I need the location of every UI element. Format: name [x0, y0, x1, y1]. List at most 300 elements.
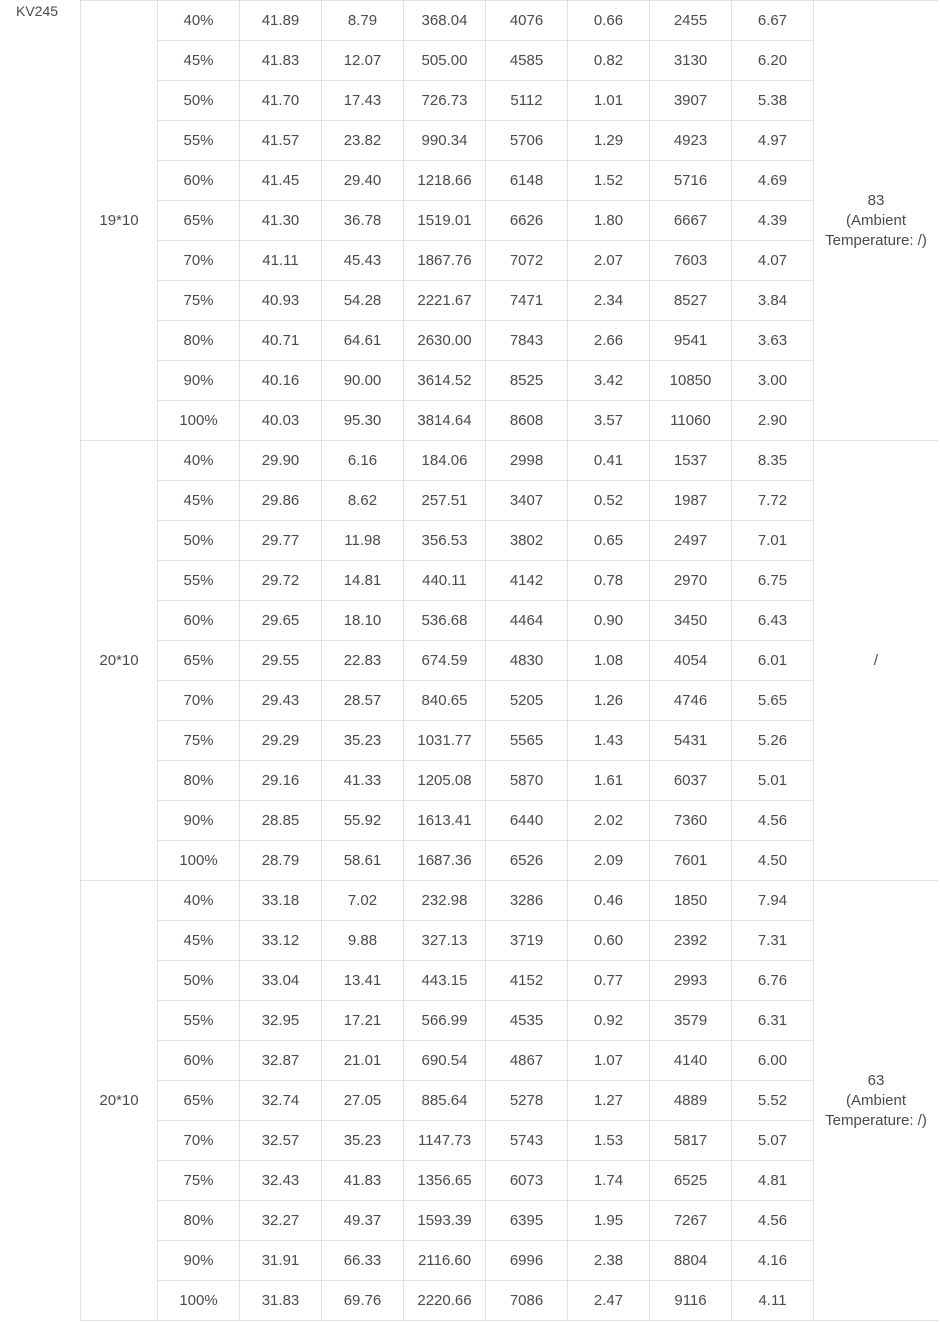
value-cell: 4.56	[732, 801, 814, 841]
value-cell: 33.12	[240, 921, 322, 961]
value-cell: 29.43	[240, 681, 322, 721]
table-row	[81, 881, 939, 921]
value-cell: 2.47	[568, 1281, 650, 1321]
value-cell: 10850	[650, 361, 732, 401]
throttle-cell: 75%	[158, 1161, 240, 1201]
value-cell: 18.10	[322, 601, 404, 641]
value-cell: 6525	[650, 1161, 732, 1201]
value-cell: 32.74	[240, 1081, 322, 1121]
throttle-cell: 65%	[158, 641, 240, 681]
value-cell: 1.74	[568, 1161, 650, 1201]
value-cell: 29.72	[240, 561, 322, 601]
value-cell: 7471	[486, 281, 568, 321]
value-cell: 2.07	[568, 241, 650, 281]
value-cell: 36.78	[322, 201, 404, 241]
table-row	[81, 761, 939, 801]
value-cell: 4.81	[732, 1161, 814, 1201]
value-cell: 7.02	[322, 881, 404, 921]
value-cell: 31.91	[240, 1241, 322, 1281]
value-cell: 990.34	[404, 121, 486, 161]
propeller-size-cell: 19*10	[81, 1, 158, 441]
value-cell: 2455	[650, 1, 732, 41]
value-cell: 41.89	[240, 1, 322, 41]
propeller-size-cell: 20*10	[81, 441, 158, 881]
table-row	[81, 41, 939, 81]
table-row	[81, 801, 939, 841]
value-cell: 40.93	[240, 281, 322, 321]
value-cell: 2.90	[732, 401, 814, 441]
table-row	[81, 1, 939, 41]
value-cell: 3130	[650, 41, 732, 81]
throttle-cell: 100%	[158, 1281, 240, 1321]
temperature-cell: /	[814, 441, 939, 881]
value-cell: 11060	[650, 401, 732, 441]
value-cell: 1.26	[568, 681, 650, 721]
table-row	[81, 441, 939, 481]
throttle-cell: 60%	[158, 1041, 240, 1081]
throttle-cell: 75%	[158, 281, 240, 321]
value-cell: 40.03	[240, 401, 322, 441]
value-cell: 14.81	[322, 561, 404, 601]
value-cell: 33.04	[240, 961, 322, 1001]
value-cell: 1.29	[568, 121, 650, 161]
value-cell: 7267	[650, 1201, 732, 1241]
throttle-cell: 80%	[158, 761, 240, 801]
value-cell: 4464	[486, 601, 568, 641]
value-cell: 566.99	[404, 1001, 486, 1041]
value-cell: 2.02	[568, 801, 650, 841]
value-cell: 8608	[486, 401, 568, 441]
value-cell: 885.64	[404, 1081, 486, 1121]
value-cell: 2970	[650, 561, 732, 601]
value-cell: 1687.36	[404, 841, 486, 881]
value-cell: 32.43	[240, 1161, 322, 1201]
value-cell: 6.00	[732, 1041, 814, 1081]
value-cell: 7.01	[732, 521, 814, 561]
throttle-cell: 55%	[158, 1001, 240, 1041]
table-row	[81, 561, 939, 601]
value-cell: 0.65	[568, 521, 650, 561]
table-row	[81, 81, 939, 121]
value-cell: 5.52	[732, 1081, 814, 1121]
table-row	[81, 721, 939, 761]
value-cell: 41.83	[240, 41, 322, 81]
table-row	[81, 201, 939, 241]
value-cell: 257.51	[404, 481, 486, 521]
value-cell: 1.08	[568, 641, 650, 681]
value-cell: 6440	[486, 801, 568, 841]
table-row	[81, 321, 939, 361]
value-cell: 29.77	[240, 521, 322, 561]
value-cell: 27.05	[322, 1081, 404, 1121]
value-cell: 2.09	[568, 841, 650, 881]
table-row	[81, 1281, 939, 1321]
value-cell: 5.07	[732, 1121, 814, 1161]
value-cell: 4.69	[732, 161, 814, 201]
value-cell: 23.82	[322, 121, 404, 161]
value-cell: 49.37	[322, 1201, 404, 1241]
value-cell: 41.83	[322, 1161, 404, 1201]
value-cell: 8.35	[732, 441, 814, 481]
value-cell: 6037	[650, 761, 732, 801]
value-cell: 90.00	[322, 361, 404, 401]
value-cell: 4867	[486, 1041, 568, 1081]
value-cell: 1.01	[568, 81, 650, 121]
value-cell: 4535	[486, 1001, 568, 1041]
value-cell: 7843	[486, 321, 568, 361]
value-cell: 2497	[650, 521, 732, 561]
value-cell: 2220.66	[404, 1281, 486, 1321]
value-cell: 32.95	[240, 1001, 322, 1041]
value-cell: 6073	[486, 1161, 568, 1201]
value-cell: 1356.65	[404, 1161, 486, 1201]
table-row	[81, 1201, 939, 1241]
value-cell: 536.68	[404, 601, 486, 641]
table-row	[81, 161, 939, 201]
throttle-cell: 75%	[158, 721, 240, 761]
value-cell: 6.20	[732, 41, 814, 81]
value-cell: 41.57	[240, 121, 322, 161]
throttle-cell: 55%	[158, 121, 240, 161]
value-cell: 4152	[486, 961, 568, 1001]
value-cell: 4.50	[732, 841, 814, 881]
value-cell: 1.27	[568, 1081, 650, 1121]
table-row	[81, 961, 939, 1001]
throttle-cell: 40%	[158, 881, 240, 921]
value-cell: 9116	[650, 1281, 732, 1321]
throttle-cell: 55%	[158, 561, 240, 601]
value-cell: 22.83	[322, 641, 404, 681]
value-cell: 29.90	[240, 441, 322, 481]
value-cell: 35.23	[322, 721, 404, 761]
value-cell: 1867.76	[404, 241, 486, 281]
value-cell: 6667	[650, 201, 732, 241]
table-row	[81, 521, 939, 561]
value-cell: 6626	[486, 201, 568, 241]
value-cell: 1147.73	[404, 1121, 486, 1161]
value-cell: 4.16	[732, 1241, 814, 1281]
value-cell: 4585	[486, 41, 568, 81]
value-cell: 8.62	[322, 481, 404, 521]
value-cell: 5817	[650, 1121, 732, 1161]
table-row	[81, 641, 939, 681]
value-cell: 29.86	[240, 481, 322, 521]
value-cell: 41.11	[240, 241, 322, 281]
value-cell: 29.40	[322, 161, 404, 201]
value-cell: 4140	[650, 1041, 732, 1081]
value-cell: 17.21	[322, 1001, 404, 1041]
value-cell: 41.30	[240, 201, 322, 241]
value-cell: 5278	[486, 1081, 568, 1121]
table-row	[81, 1001, 939, 1041]
value-cell: 5870	[486, 761, 568, 801]
value-cell: 3.42	[568, 361, 650, 401]
table-row	[81, 241, 939, 281]
table-row	[81, 1241, 939, 1281]
value-cell: 6.76	[732, 961, 814, 1001]
value-cell: 4.11	[732, 1281, 814, 1321]
value-cell: 1850	[650, 881, 732, 921]
value-cell: 5.01	[732, 761, 814, 801]
value-cell: 1.95	[568, 1201, 650, 1241]
value-cell: 232.98	[404, 881, 486, 921]
value-cell: 4830	[486, 641, 568, 681]
value-cell: 12.07	[322, 41, 404, 81]
throttle-cell: 100%	[158, 841, 240, 881]
value-cell: 368.04	[404, 1, 486, 41]
test-data-table	[80, 0, 938, 1321]
table-row	[81, 921, 939, 961]
value-cell: 40.71	[240, 321, 322, 361]
table-row	[81, 401, 939, 441]
throttle-cell: 40%	[158, 441, 240, 481]
value-cell: 21.01	[322, 1041, 404, 1081]
value-cell: 8.79	[322, 1, 404, 41]
value-cell: 443.15	[404, 961, 486, 1001]
value-cell: 28.79	[240, 841, 322, 881]
throttle-cell: 45%	[158, 41, 240, 81]
value-cell: 2.66	[568, 321, 650, 361]
value-cell: 0.92	[568, 1001, 650, 1041]
value-cell: 4.39	[732, 201, 814, 241]
throttle-cell: 90%	[158, 1241, 240, 1281]
value-cell: 29.29	[240, 721, 322, 761]
value-cell: 327.13	[404, 921, 486, 961]
value-cell: 7360	[650, 801, 732, 841]
value-cell: 7.72	[732, 481, 814, 521]
throttle-cell: 45%	[158, 921, 240, 961]
value-cell: 5716	[650, 161, 732, 201]
value-cell: 3907	[650, 81, 732, 121]
table-row	[81, 361, 939, 401]
value-cell: 3719	[486, 921, 568, 961]
value-cell: 674.59	[404, 641, 486, 681]
value-cell: 0.46	[568, 881, 650, 921]
value-cell: 29.65	[240, 601, 322, 641]
value-cell: 4.97	[732, 121, 814, 161]
value-cell: 1613.41	[404, 801, 486, 841]
value-cell: 505.00	[404, 41, 486, 81]
value-cell: 8527	[650, 281, 732, 321]
value-cell: 7.94	[732, 881, 814, 921]
value-cell: 5565	[486, 721, 568, 761]
throttle-cell: 70%	[158, 681, 240, 721]
value-cell: 45.43	[322, 241, 404, 281]
value-cell: 5431	[650, 721, 732, 761]
value-cell: 1593.39	[404, 1201, 486, 1241]
value-cell: 7.31	[732, 921, 814, 961]
value-cell: 2.34	[568, 281, 650, 321]
value-cell: 1537	[650, 441, 732, 481]
value-cell: 2.38	[568, 1241, 650, 1281]
throttle-cell: 90%	[158, 801, 240, 841]
value-cell: 35.23	[322, 1121, 404, 1161]
throttle-cell: 50%	[158, 961, 240, 1001]
value-cell: 2998	[486, 441, 568, 481]
value-cell: 0.82	[568, 41, 650, 81]
value-cell: 4889	[650, 1081, 732, 1121]
value-cell: 2630.00	[404, 321, 486, 361]
value-cell: 5.38	[732, 81, 814, 121]
table-row	[81, 1161, 939, 1201]
throttle-cell: 100%	[158, 401, 240, 441]
table-row	[81, 1041, 939, 1081]
value-cell: 7603	[650, 241, 732, 281]
value-cell: 1.53	[568, 1121, 650, 1161]
value-cell: 5743	[486, 1121, 568, 1161]
value-cell: 6526	[486, 841, 568, 881]
value-cell: 9.88	[322, 921, 404, 961]
value-cell: 32.57	[240, 1121, 322, 1161]
table-row	[81, 281, 939, 321]
table-row	[81, 601, 939, 641]
value-cell: 7072	[486, 241, 568, 281]
value-cell: 6.75	[732, 561, 814, 601]
table-row	[81, 681, 939, 721]
table-row	[81, 841, 939, 881]
throttle-cell: 60%	[158, 601, 240, 641]
value-cell: 726.73	[404, 81, 486, 121]
table-row	[81, 1121, 939, 1161]
value-cell: 5.65	[732, 681, 814, 721]
value-cell: 17.43	[322, 81, 404, 121]
value-cell: 8525	[486, 361, 568, 401]
value-cell: 1.07	[568, 1041, 650, 1081]
value-cell: 2392	[650, 921, 732, 961]
value-cell: 6.01	[732, 641, 814, 681]
throttle-cell: 90%	[158, 361, 240, 401]
value-cell: 4054	[650, 641, 732, 681]
value-cell: 28.85	[240, 801, 322, 841]
value-cell: 3.00	[732, 361, 814, 401]
value-cell: 1987	[650, 481, 732, 521]
value-cell: 41.70	[240, 81, 322, 121]
value-cell: 6395	[486, 1201, 568, 1241]
temperature-cell: 83 (Ambient Temperature: /)	[814, 1, 939, 441]
value-cell: 6.31	[732, 1001, 814, 1041]
value-cell: 95.30	[322, 401, 404, 441]
throttle-cell: 80%	[158, 1201, 240, 1241]
value-cell: 31.83	[240, 1281, 322, 1321]
value-cell: 6148	[486, 161, 568, 201]
value-cell: 6.16	[322, 441, 404, 481]
temperature-cell: 63 (Ambient Temperature: /)	[814, 881, 939, 1321]
value-cell: 7086	[486, 1281, 568, 1321]
value-cell: 69.76	[322, 1281, 404, 1321]
value-cell: 0.77	[568, 961, 650, 1001]
value-cell: 8804	[650, 1241, 732, 1281]
value-cell: 1031.77	[404, 721, 486, 761]
value-cell: 32.27	[240, 1201, 322, 1241]
value-cell: 3286	[486, 881, 568, 921]
value-cell: 4746	[650, 681, 732, 721]
propeller-size-cell: 20*10	[81, 881, 158, 1321]
value-cell: 0.78	[568, 561, 650, 601]
throttle-cell: 65%	[158, 201, 240, 241]
throttle-cell: 70%	[158, 1121, 240, 1161]
value-cell: 2993	[650, 961, 732, 1001]
value-cell: 33.18	[240, 881, 322, 921]
value-cell: 41.45	[240, 161, 322, 201]
value-cell: 840.65	[404, 681, 486, 721]
value-cell: 6996	[486, 1241, 568, 1281]
value-cell: 3614.52	[404, 361, 486, 401]
value-cell: 4.56	[732, 1201, 814, 1241]
motor-model-label: KV245	[16, 3, 59, 19]
value-cell: 0.66	[568, 1, 650, 41]
value-cell: 29.16	[240, 761, 322, 801]
throttle-cell: 65%	[158, 1081, 240, 1121]
value-cell: 1.80	[568, 201, 650, 241]
value-cell: 0.52	[568, 481, 650, 521]
throttle-cell: 50%	[158, 81, 240, 121]
value-cell: 184.06	[404, 441, 486, 481]
value-cell: 5.26	[732, 721, 814, 761]
value-cell: 58.61	[322, 841, 404, 881]
value-cell: 4.07	[732, 241, 814, 281]
throttle-cell: 70%	[158, 241, 240, 281]
value-cell: 64.61	[322, 321, 404, 361]
throttle-cell: 40%	[158, 1, 240, 41]
test-data-body	[81, 1, 939, 1321]
value-cell: 0.41	[568, 441, 650, 481]
value-cell: 7601	[650, 841, 732, 881]
value-cell: 3814.64	[404, 401, 486, 441]
value-cell: 1205.08	[404, 761, 486, 801]
value-cell: 2116.60	[404, 1241, 486, 1281]
table-row	[81, 1081, 939, 1121]
value-cell: 3450	[650, 601, 732, 641]
value-cell: 2221.67	[404, 281, 486, 321]
value-cell: 41.33	[322, 761, 404, 801]
value-cell: 3.84	[732, 281, 814, 321]
value-cell: 1519.01	[404, 201, 486, 241]
value-cell: 3.57	[568, 401, 650, 441]
value-cell: 1.52	[568, 161, 650, 201]
value-cell: 3802	[486, 521, 568, 561]
value-cell: 11.98	[322, 521, 404, 561]
value-cell: 55.92	[322, 801, 404, 841]
value-cell: 1.61	[568, 761, 650, 801]
table-row	[81, 121, 939, 161]
value-cell: 29.55	[240, 641, 322, 681]
value-cell: 3.63	[732, 321, 814, 361]
value-cell: 5205	[486, 681, 568, 721]
value-cell: 1.43	[568, 721, 650, 761]
value-cell: 13.41	[322, 961, 404, 1001]
value-cell: 5112	[486, 81, 568, 121]
value-cell: 3579	[650, 1001, 732, 1041]
value-cell: 4076	[486, 1, 568, 41]
value-cell: 5706	[486, 121, 568, 161]
value-cell: 40.16	[240, 361, 322, 401]
value-cell: 9541	[650, 321, 732, 361]
value-cell: 0.60	[568, 921, 650, 961]
value-cell: 0.90	[568, 601, 650, 641]
value-cell: 28.57	[322, 681, 404, 721]
value-cell: 690.54	[404, 1041, 486, 1081]
value-cell: 54.28	[322, 281, 404, 321]
value-cell: 66.33	[322, 1241, 404, 1281]
value-cell: 6.43	[732, 601, 814, 641]
value-cell: 32.87	[240, 1041, 322, 1081]
throttle-cell: 80%	[158, 321, 240, 361]
throttle-cell: 50%	[158, 521, 240, 561]
throttle-cell: 45%	[158, 481, 240, 521]
throttle-cell: 60%	[158, 161, 240, 201]
table-row	[81, 481, 939, 521]
value-cell: 3407	[486, 481, 568, 521]
